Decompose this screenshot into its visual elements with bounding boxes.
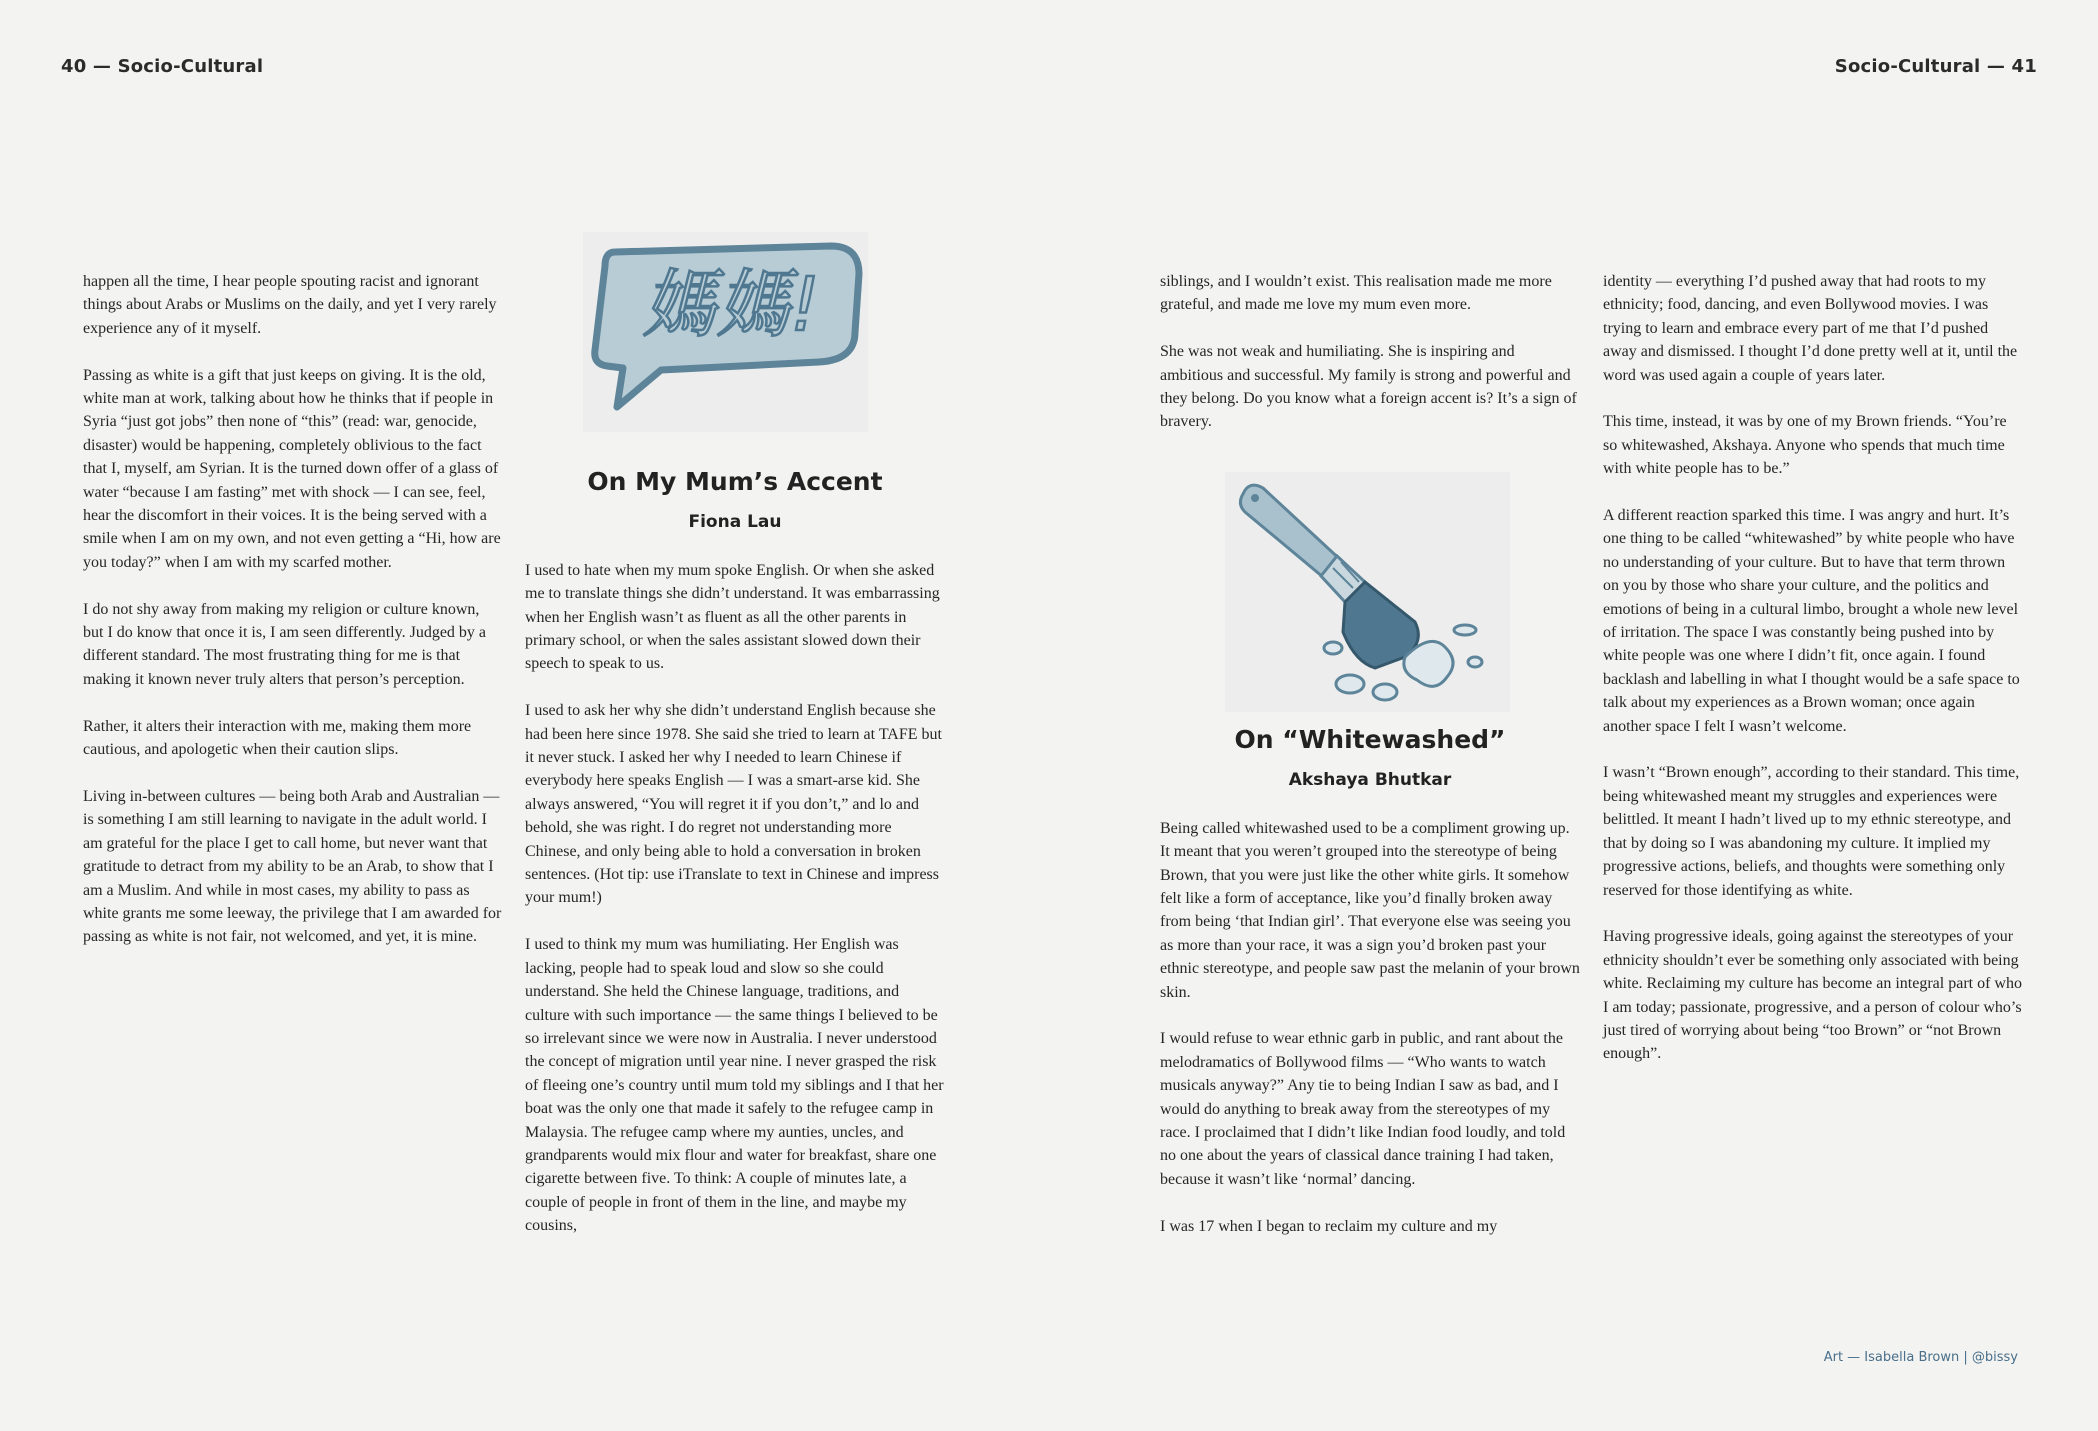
paragraph: This time, instead, it was by one of my Brown friends. “You’re so whitewashed, Akshaya. Anyone who spends that much time with white people has to be.” bbox=[1603, 413, 2007, 478]
article-title: On My Mum’s Accent bbox=[587, 467, 883, 496]
bubble-text: 媽媽! bbox=[642, 262, 820, 348]
article-author: Fiona Lau bbox=[688, 512, 782, 533]
paragraph: I do not shy away from making my religion or culture known, but I do know that once it is, I am seen differently. Judged by a different standard. The most frustrating thing for me is that making it known never truly alters that person’s perception. bbox=[83, 600, 487, 688]
paragraph: siblings, and I wouldn’t exist. This realisation made me more grateful, and made me love my mum even more. bbox=[1160, 273, 1552, 314]
column-c bbox=[1160, 270, 1580, 434]
column-a bbox=[83, 270, 503, 949]
paragraph: Living in-between cultures — being both Arab and Australian — is something I am still learning to navigate in the adult world. I am grateful for the place I get to call home, but never want that gratitude to detract from my ability to be an Arab, to show that I am a Muslim. And while in most cases, my ability to pass as white grants me some leeway, the privilege that I am awarded for passing as white is not fair, not welcomed, and yet, it is mine. bbox=[83, 787, 502, 946]
paragraph: Being called whitewashed used to be a compliment growing up. It meant that you weren’t grouped into the stereotype of being Brown, that you were just like the other white girls. It somehow felt like a form of acceptance, like you’d finally broken away from being ‘that Indian girl’. That everyone else was seeing you as more than your race, it was a sign you’d broken past your ethnic stereotype, and people saw past the melanin of your brown skin. bbox=[1160, 819, 1580, 1001]
art-credit: Art — Isabella Brown | @bissy bbox=[1823, 1350, 2018, 1365]
article-mum-accent bbox=[525, 467, 945, 1238]
paragraph: She was not weak and humiliating. She is inspiring and ambitious and successful. My family is strong and powerful and they belong. Do you know what a foreign accent is? It’s a sign of bravery. bbox=[1160, 343, 1577, 431]
paragraph: Passing as white is a gift that just keeps on giving. It is the old, white man at work, talking about how he thinks that if people in Syria “just got jobs” then none of “this” (read: war, genocide, disaster) would be happening, completely oblivious to the fact that I, myself, am Syrian. It is the turned down offer of a glass of water “because I am fasting” met with shock — I can see, feel, hear the discomfort in their voices. It is the being served with a smile when I am on my own, and not even getting a “Hi, how are you today?” when I am with my scarfed mother. bbox=[83, 366, 501, 571]
paragraph: happen all the time, I hear people spouting racist and ignorant things about Arabs or Muslims on the daily, and yet I very rarely experience any of it myself. bbox=[83, 273, 497, 337]
paragraph: I wasn’t “Brown enough”, according to their standard. This time, being whitewashed meant my struggles and experiences were belittled. It meant I hadn’t lived up to my ethnic stereotype, and that by doing so I was abandoning my culture. It implied my progressive actions, beliefs, and thoughts were something only reserved for those identifying as white. bbox=[1603, 764, 2020, 899]
paragraph: I used to think my mum was humiliating. Her English was lacking, people had to speak loud and slow so she could understand. She held the Chinese language, traditions, and culture with such importance — the same things I believed to be so irrelevant since we were now in Australia. I never understood the concept of migration until year nine. I never grasped the risk of fleeing one’s country until mum told my siblings and I that her boat was the only one that made it safely to the refugee camp in Malaysia. The refugee camp where my aunties, uncles, and grandparents would mix flour and water for breakfast, share one cigarette between five. To think: A couple of minutes late, a couple of people in front of them in the line, and maybe my cousins, bbox=[525, 936, 944, 1235]
speech-bubble-illustration bbox=[583, 232, 868, 432]
paragraph: Rather, it alters their interaction with me, making them more cautious, and apologetic when their caution slips. bbox=[83, 717, 472, 759]
paintbrush-illustration bbox=[1225, 472, 1510, 712]
article-author: Akshaya Bhutkar bbox=[1288, 770, 1452, 791]
paragraph: I used to ask her why she didn’t understand English because she had been here since 1978. She said she tried to learn at TAFE but it never stuck. I asked her why I needed to learn Chinese if everybody here speaks English — I was a smart-arse kid. She always answered, “You will regret it if you don’t,” and lo and behold, she was right. I do regret not understanding more Chinese, and only being able to hold a conversation in broken sentences. (Hot tip: use iTranslate to text in Chinese and impress your mum!) bbox=[525, 702, 942, 907]
right-page-header: Socio-Cultural — 41 bbox=[1834, 56, 2037, 77]
paragraph: identity — everything I’d pushed away that had roots to my ethnicity; food, dancing, and even Bollywood movies. I was trying to learn and embrace every part of me that I’d pushed away and dismissed. I thought I’d done pretty well at it, until the word was used again a couple of years later. bbox=[1603, 273, 2018, 384]
column-d bbox=[1603, 270, 2023, 1066]
paragraph: I used to hate when my mum spoke English. Or when she asked me to translate things she didn’t understand. It was embarrassing when her English wasn’t as fluent as all the other parents in primary school, or when the sales assistant slowed down their speech to speak to us. bbox=[525, 561, 940, 673]
article-whitewashed bbox=[1160, 725, 1580, 1238]
paragraph: A different reaction sparked this time. I was angry and hurt. It’s one thing to be called “whitewashed” by white people who have no understanding of your culture. But to have that term thrown on you by those who share your culture, and the politics and emotions of being in a cultural limbo, brought a whole new level of irritation. The space I was constantly being pushed into by white people was one where I didn’t fit, once again. I found backlash and labelling in what I thought would be a safe space to talk about my experiences as a Brown woman; once again another space I felt I wasn’t welcome. bbox=[1603, 507, 2020, 735]
paragraph: I was 17 when I began to reclaim my culture and my bbox=[1160, 1217, 1498, 1235]
left-page-header: 40 — Socio-Cultural bbox=[61, 56, 264, 77]
paragraph: I would refuse to wear ethnic garb in public, and rant about the melodramatics of Bollywood films — “Who wants to watch musicals anyway?” Any tie to being Indian I saw as bad, and I would do anything to break away from the stereotypes of my race. I proclaimed that I didn’t like Indian food loudly, and told no one about the years of classical dance training I had taken, because it wasn’t like ‘normal’ dancing. bbox=[1160, 1030, 1566, 1188]
paragraph: Having progressive ideals, going against the stereotypes of your ethnicity shouldn’t ever be something only associated with being white. Reclaiming my culture has become an integral part of who I am today; passionate, progressive, and a person of colour who’s just tired of worrying about being “too Brown” or “not Brown enough”. bbox=[1603, 928, 2022, 1063]
article-title: On “Whitewashed” bbox=[1234, 725, 1506, 754]
